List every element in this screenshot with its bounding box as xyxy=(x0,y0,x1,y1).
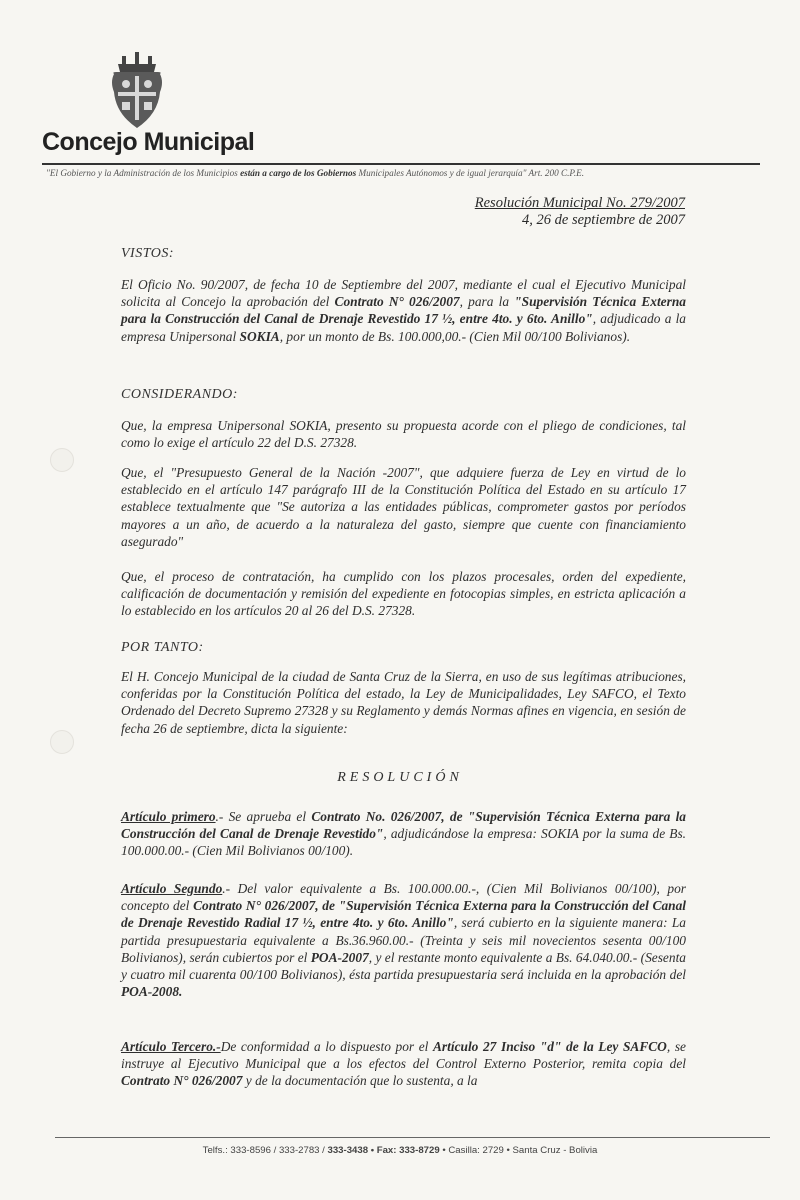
punch-hole-bottom xyxy=(50,730,74,754)
resolution-title-text: Resolución Municipal No. 279/2007 xyxy=(474,195,685,211)
considerando-heading: CONSIDERANDO: xyxy=(121,387,238,402)
articulo-segundo-contract: Contrato N° 026/2007, de "Supervisión Técnica Externa para la Construcción del Canal de Drenaje Revestido Radial 17 ½, entre 4to. y 6to. Anillo" xyxy=(121,898,686,931)
vistos-text-e: , adjudicado a la empresa Unipersonal xyxy=(121,311,686,344)
footer-tel-values: 333-8596 / 333-2783 / xyxy=(230,1145,328,1156)
footer-fax: • Fax: 333-8729 xyxy=(368,1145,440,1156)
articulo-primero xyxy=(121,808,686,860)
header-divider xyxy=(42,163,760,165)
articulo-tercero xyxy=(121,1038,686,1090)
articulo-segundo-text-a: .- Del valor equivalente a Bs. 100.000.00.-, (Cien Mil Bolivianos 00/100), por concepto del xyxy=(121,881,686,914)
vistos-text-c: , para la xyxy=(459,294,515,310)
resolution-date: 4, 26 de septiembre de 2007 xyxy=(522,212,685,228)
footer-tel-label: Telfs.: xyxy=(202,1145,231,1156)
municipal-crest-logo xyxy=(108,52,166,130)
considerando-paragraph-1: Que, la empresa Unipersonal SOKIA, presento su propuesta acorde con el pliego de condiciones, tal como lo exige el artículo 22 del D.S. 27328. xyxy=(121,418,686,451)
articulo-tercero-label: Artículo Tercero.- xyxy=(121,1039,221,1054)
articulo-primero-text-a: .- Se aprueba el xyxy=(215,809,312,824)
motto-part-3: Municipales Autónomos y de igual jerarquía" Art. 200 C.P.E. xyxy=(356,168,585,178)
footer-tel-bold: 333-3438 xyxy=(327,1145,369,1156)
vistos-contract: Contrato N° 026/2007 xyxy=(334,294,460,310)
articulo-primero-contract: Contrato No. 026/2007, de "Supervisión Técnica Externa para la Construcción del Canal de Drenaje Revestido" xyxy=(121,809,686,842)
vistos-project: "Supervisión Técnica Externa para la Construcción del Canal de Drenaje Revestido 17 ½, entre 4to. y 6to. Anillo" xyxy=(121,294,686,327)
motto-part-1: "El Gobierno y la Administración de los Municipios xyxy=(46,168,241,178)
articulo-tercero-text-c: , se instruye al Ejecutivo Municipal que a los efectos del Control Externo Posterior, remita copia del xyxy=(121,1039,686,1072)
por-tanto-heading: POR TANTO: xyxy=(121,640,204,655)
articulo-primero-label: Artículo primero xyxy=(121,809,216,824)
footer-contact xyxy=(0,1145,800,1156)
footer-divider xyxy=(55,1137,770,1138)
articulo-segundo xyxy=(121,880,686,1000)
vistos-heading: VISTOS: xyxy=(121,246,175,261)
articulo-segundo-poa-2008: POA-2008. xyxy=(121,984,183,1000)
punch-hole-top xyxy=(50,448,74,472)
resolucion-heading: RESOLUCIÓN xyxy=(337,770,463,785)
articulo-segundo-text-e: , y el restante monto equivalente a Bs. 64.040.00.- (Sesenta y cuatro mil cuarenta 00/100 Bolivianos), ésta partida presupuestaria será incluida en la aprobación del xyxy=(121,949,686,983)
considerando-paragraph-2: Que, el "Presupuesto General de la Nación -2007", que adquiere fuerza de Ley en virtud de lo establecido en el artículo 147 parágrafo III de la Constitución Política del Estado en su artículo 17 establece textualmente que "Se autoriza a las entidades públicas, comprometer gastos por períodos mayores a un año, de acuerdo a la naturaleza del gasto, siempre que cuente con financiamiento asegurado" xyxy=(121,465,686,549)
articulo-primero-text-c: , adjudicándose la empresa: SOKIA por la suma de Bs. 100.000.00.- (Cien Mil Bolivianos 00/100). xyxy=(121,826,687,859)
articulo-tercero-text-e: y de la documentación que lo sustenta, a la xyxy=(242,1073,478,1089)
articulo-tercero-contract: Contrato N° 026/2007 xyxy=(121,1073,243,1089)
articulo-segundo-label: Artículo Segundo xyxy=(121,881,223,896)
header-motto xyxy=(46,168,766,178)
articulo-segundo-poa-2007: POA-2007 xyxy=(310,949,369,965)
vistos-company: SOKIA xyxy=(239,328,280,344)
vistos-text-a: El Oficio No. 90/2007, de fecha 10 de Septiembre del 2007, mediante el cual el Ejecutivo Municipal solicita al Concejo la aprobación del xyxy=(121,277,686,310)
vistos-text-g: , por un monto de Bs. 100.000,00.- (Cien Mil 00/100 Bolivianos). xyxy=(279,328,631,344)
articulo-segundo-text-c: , será cubierto en la siguiente manera: La partida presupuestaria equivalente a Bs.36.960.00.- (Treinta y seis mil novecientos sesenta 00/100 Bolivianos), serán cubiertos por el xyxy=(121,915,686,965)
resolution-title xyxy=(450,195,685,212)
articulo-tercero-law: Artículo 27 Inciso "d" de la Ley SAFCO xyxy=(432,1039,667,1054)
organization-name: Concejo Municipal xyxy=(42,128,255,156)
por-tanto-paragraph: El H. Concejo Municipal de la ciudad de Santa Cruz de la Sierra, en uso de sus legítimas atribuciones, conferidas por la Constitución Política del estado, la Ley de Municipalidades, Ley SAFCO, el Texto Ordenado del Decreto Supremo 27328 y su Reglamento y demás Normas afines en vigencia, en sesión de fecha 26 de septiembre, dicta la siguiente: xyxy=(121,669,686,736)
articulo-tercero-text-a: De conformidad a lo dispuesto por el xyxy=(220,1039,433,1054)
footer-casilla: • Casilla: 2729 • Santa Cruz - Bolivia xyxy=(439,1145,598,1156)
motto-part-2: están a cargo de los Gobiernos xyxy=(240,168,357,178)
considerando-paragraph-3: Que, el proceso de contratación, ha cumplido con los plazos procesales, orden del expediente, calificación de documentación y remisión del expediente en fotocopias simples, en estricta aplicación a lo establecido en los artículos 20 al 26 del D.S. 27328. xyxy=(121,569,686,619)
vistos-paragraph xyxy=(121,276,686,345)
